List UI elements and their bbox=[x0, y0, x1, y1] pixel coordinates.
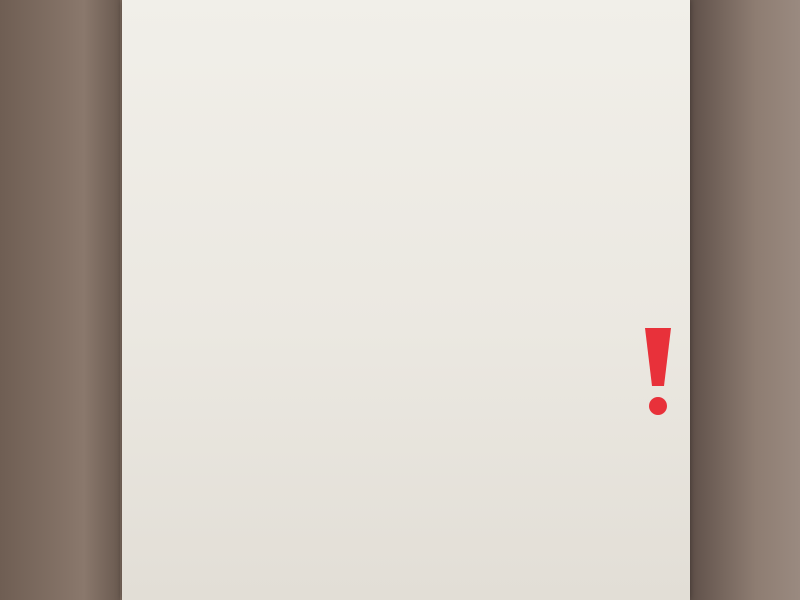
document-sheet bbox=[122, 0, 690, 600]
background-left bbox=[0, 0, 120, 600]
background-right bbox=[690, 0, 800, 600]
exclamation-mark-icon bbox=[637, 322, 679, 422]
